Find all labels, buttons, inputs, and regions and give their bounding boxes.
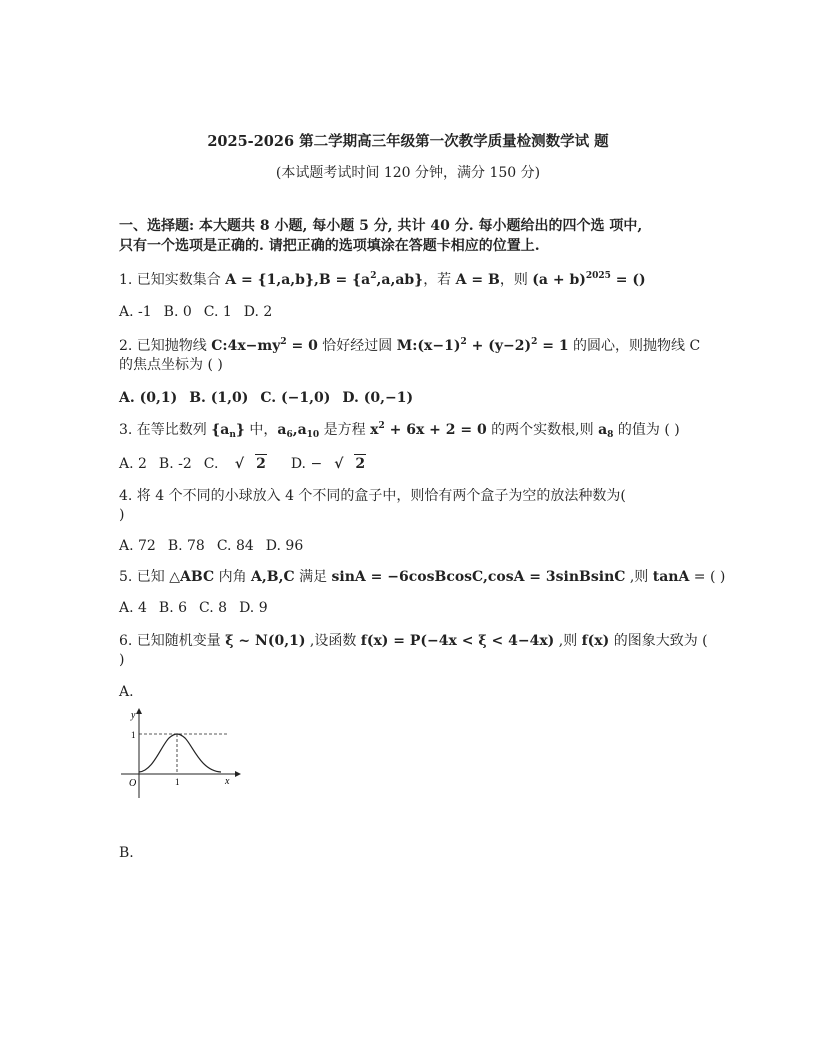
q2-text-2: 恰好经过圆	[317, 338, 397, 354]
q3-option-c[interactable]: C. √ 2	[203, 456, 266, 472]
q3-option-b[interactable]: B. -2	[158, 456, 192, 472]
q5-options	[119, 599, 280, 617]
q3-text-4: 的两个实数根,则	[486, 422, 599, 438]
q2-option-a[interactable]: A. (0,1)	[119, 390, 178, 406]
q1-option-d[interactable]: D. 2	[243, 304, 273, 320]
q3-math-seq: $\{a_n\}$	[211, 422, 245, 440]
exam-title: 2025-2026 第二学期高三年级第一次教学质量检测数学试 题	[207, 133, 609, 150]
graph-x-label: x	[225, 776, 230, 787]
q3-text-3: 是方程	[319, 422, 371, 438]
q1-option-c[interactable]: C. 1	[203, 304, 232, 320]
question-4: 4. 将 4 个不同的小球放入 4 个不同的盒子中，则恰有两个盒子为空的放法种数为(	[119, 488, 626, 504]
q6-option-b[interactable]: B.	[119, 845, 134, 861]
q4-option-b[interactable]: B. 78	[167, 538, 205, 554]
q6-text: 6. 已知随机变量	[119, 633, 226, 649]
q2-text-3: 的圆心，则抛物线 C	[568, 338, 701, 354]
q1-text-3: ，则	[499, 272, 533, 288]
q6-text-4: 的图象大致为 (	[609, 633, 708, 649]
q3-option-d[interactable]: D. − √ 2	[290, 456, 366, 472]
question-6	[119, 632, 708, 650]
q1-option-a[interactable]: A. -1	[119, 304, 152, 320]
q5-text-3: 满足	[294, 569, 332, 585]
q4-option-d[interactable]: D. 96	[265, 538, 304, 554]
question-4-line2: )	[119, 507, 125, 523]
q5-text-4: ,则	[625, 569, 653, 585]
q3-option-a[interactable]: A. 2	[119, 456, 147, 472]
bell-curve	[139, 734, 221, 772]
q1-options	[119, 303, 284, 321]
q5-math-tan: tanA	[652, 569, 690, 585]
q3-text: 3. 在等比数列	[119, 422, 212, 438]
q4-option-c[interactable]: C. 84	[216, 538, 254, 554]
q2-text: 2. 已知抛物线	[119, 338, 212, 354]
question-3	[119, 421, 680, 439]
q5-option-a[interactable]: A. 4	[119, 600, 147, 616]
q3-text-2: 中，	[244, 422, 278, 438]
q1-option-b[interactable]: B. 0	[163, 304, 192, 320]
question-2-line2: 的焦点坐标为 ( )	[119, 357, 223, 373]
q2-options	[119, 389, 425, 407]
q3-math-terms: $a_6,a_{10}$	[277, 422, 320, 440]
x-axis-arrow-icon	[235, 771, 241, 777]
q1-math-power: $(a + b)^{2025}$ = ()	[532, 271, 646, 288]
q5-math-conditions: sinA = −6cosBcosC,cosA = 3sinBsinC	[331, 569, 626, 585]
q2-math-circle: $M:(x-1)^2 + (y-2)^2 = 1$	[396, 337, 569, 354]
q6-math-dist: ξ ~ N(0,1)	[225, 633, 306, 649]
q5-math-angles: A,B,C	[251, 569, 295, 585]
q2-option-b[interactable]: B. (1,0)	[189, 390, 249, 406]
q4-option-a[interactable]: A. 72	[119, 538, 156, 554]
q6-math-fx: f(x)	[581, 633, 610, 649]
q3-text-5: 的值为 ( )	[613, 422, 680, 438]
graph-y-label: y	[131, 710, 136, 721]
exam-subtitle: (本试题考试时间 120 分钟，满分 150 分)	[275, 165, 541, 181]
q3-option-d-radicand: 2	[355, 456, 366, 472]
sqrt-icon: √	[334, 456, 344, 472]
section-heading-line1: 一、选择题: 本大题共 8 小题, 每小题 5 分, 共计 40 分. 每小题给出的四个选 项中,	[119, 218, 643, 234]
graph-x-tick: 1	[175, 777, 180, 787]
q5-option-c[interactable]: C. 8	[199, 600, 228, 616]
q5-math-triangle: △ABC	[169, 569, 215, 585]
q6-math-func: f(x) = P(−4x < ξ < 4−4x)	[360, 633, 555, 649]
section-heading-line2: 只有一个选项是正确的. 请把正确的选项填涂在答题卡相应的位置上.	[119, 238, 540, 254]
option-a-graph	[117, 706, 242, 801]
question-1	[119, 271, 646, 289]
q1-math-sets: $A = \{1,a,b\},B = \{a^2,a,ab\}$	[225, 271, 424, 288]
question-2	[119, 337, 700, 355]
q3-math-equation: $x^2 + 6x + 2 = 0$	[370, 421, 487, 438]
q5-text: 5. 已知	[119, 569, 170, 585]
q5-option-b[interactable]: B. 6	[158, 600, 188, 616]
q4-options	[119, 537, 315, 555]
q2-option-c[interactable]: C. (−1,0)	[260, 390, 331, 406]
q6-text-3: ,则	[554, 633, 582, 649]
graph-origin-label: O	[129, 778, 137, 789]
q5-text-2: 内角	[214, 569, 252, 585]
question-5	[119, 568, 725, 586]
q6-text-2: ,设函数	[305, 633, 361, 649]
q3-math-a8: $a_8$	[598, 422, 614, 440]
q1-text: 1. 已知实数集合	[119, 272, 226, 288]
q1-text-2: ，若	[423, 272, 456, 288]
q6-option-a[interactable]: A.	[119, 684, 134, 700]
graph-y-tick: 1	[131, 730, 136, 740]
q3-options	[119, 454, 390, 473]
y-axis-arrow-icon	[136, 708, 142, 714]
q3-option-c-radicand: 2	[256, 456, 266, 472]
q5-text-5: = ( )	[689, 569, 726, 585]
q2-math-parabola: $C:4x-my^2 = 0$	[211, 337, 318, 354]
sqrt-icon: √	[234, 456, 245, 472]
q5-option-d[interactable]: D. 9	[239, 600, 268, 616]
question-6-line2: )	[119, 652, 125, 668]
q1-math-eq: A = B	[455, 272, 500, 288]
q2-option-d[interactable]: D. (0,−1)	[342, 390, 414, 406]
